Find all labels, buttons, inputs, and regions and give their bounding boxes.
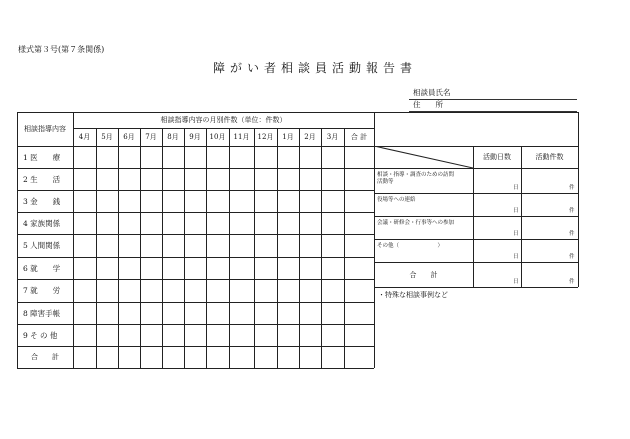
month-header: 3月 bbox=[326, 133, 339, 141]
month-column-rule bbox=[321, 128, 322, 368]
month-column-rule bbox=[140, 128, 141, 368]
category-row-label: 5 人間関係 bbox=[23, 241, 61, 250]
activity-row-rule bbox=[374, 216, 578, 217]
count-unit: 件 bbox=[569, 208, 575, 214]
category-column-rule bbox=[73, 112, 74, 368]
monthly-count-header: 相談指導内容の月別件数（単位：件数） bbox=[160, 116, 287, 124]
row-rule bbox=[17, 190, 374, 191]
total-row-label: 合 計 bbox=[31, 353, 59, 361]
month-header: 12月 bbox=[257, 133, 274, 141]
month-column-rule bbox=[229, 128, 230, 368]
table-border-bottom bbox=[17, 368, 374, 369]
month-column-rule bbox=[206, 128, 207, 368]
days-unit: 日 bbox=[513, 208, 519, 214]
address-field[interactable] bbox=[409, 99, 577, 112]
activity-row-rule bbox=[374, 193, 578, 194]
days-unit: 日 bbox=[513, 279, 519, 285]
category-row-label: 8 障害手帳 bbox=[23, 308, 61, 318]
count-unit: 件 bbox=[569, 254, 575, 260]
row-rule bbox=[17, 279, 374, 280]
row-rule bbox=[17, 234, 374, 235]
month-column-rule bbox=[96, 128, 97, 368]
activity-row-rule bbox=[374, 287, 578, 288]
month-column-rule bbox=[184, 128, 185, 368]
page-title: 障がい者相談員活動報告書 bbox=[212, 61, 417, 75]
month-header: 8月 bbox=[167, 133, 179, 141]
days-unit: 日 bbox=[513, 231, 519, 237]
table-border-left bbox=[17, 112, 18, 368]
month-column-rule bbox=[254, 128, 255, 368]
category-header: 相談指導内容 bbox=[24, 125, 66, 133]
row-rule bbox=[17, 257, 374, 258]
month-header: 7月 bbox=[145, 133, 157, 141]
category-row-label: 1 医 療 bbox=[23, 152, 61, 162]
count-unit: 件 bbox=[569, 185, 575, 191]
activity-row-rule bbox=[374, 239, 578, 240]
days-unit: 日 bbox=[513, 254, 519, 260]
month-column-rule bbox=[277, 128, 278, 368]
category-row-label: 4 家族関係 bbox=[23, 218, 61, 228]
diagonal-header-line bbox=[374, 146, 473, 168]
category-row-label: 2 生 活 bbox=[23, 174, 61, 184]
category-row-label: 9 そ の 他 bbox=[23, 330, 58, 340]
activity-row-label: 相談・指導・調査のための訪問活動等 bbox=[377, 172, 455, 185]
activity-row-label: その他（ ） bbox=[377, 243, 444, 249]
month-header: 9月 bbox=[189, 133, 201, 141]
activity-row-label: 役場等への連絡 bbox=[377, 197, 416, 203]
month-header: 11月 bbox=[233, 133, 250, 141]
month-header: 4月 bbox=[78, 133, 91, 141]
row-rule bbox=[17, 168, 374, 169]
activity-total-label: 合 計 bbox=[409, 270, 438, 279]
month-header: 2月 bbox=[304, 133, 316, 141]
address-label: 住 所 bbox=[413, 100, 443, 109]
days-unit: 日 bbox=[513, 185, 519, 191]
activity-count-header: 活動件数 bbox=[535, 153, 564, 161]
special-cases-note: ・特殊な相談事例など bbox=[378, 291, 448, 299]
category-row-label: 6 就 学 bbox=[23, 263, 61, 273]
row-rule bbox=[17, 212, 374, 213]
category-row-label: 7 就 労 bbox=[23, 286, 61, 295]
month-header: 6月 bbox=[123, 133, 135, 141]
month-header: 5月 bbox=[101, 133, 113, 141]
row-rule bbox=[17, 324, 374, 325]
count-unit: 件 bbox=[569, 279, 575, 285]
category-row-label: 3 金 銭 bbox=[23, 196, 61, 206]
activity-row-rule bbox=[374, 168, 578, 169]
table-border-right bbox=[578, 112, 579, 287]
month-header: 合 計 bbox=[350, 133, 368, 141]
month-column-rule bbox=[344, 128, 345, 368]
row-rule bbox=[17, 302, 374, 303]
activity-row-label: 会議・研修会・行事等への参加 bbox=[377, 220, 455, 226]
month-header: 1月 bbox=[282, 133, 294, 141]
count-unit: 件 bbox=[569, 231, 575, 237]
month-column-rule bbox=[118, 128, 119, 368]
counselor-name-label: 相談員氏名 bbox=[413, 88, 451, 97]
month-header: 10月 bbox=[209, 133, 226, 141]
month-column-rule bbox=[299, 128, 300, 368]
activity-days-header: 活動日数 bbox=[483, 153, 511, 161]
month-column-rule bbox=[162, 128, 163, 368]
form-number: 様式第３号(第７条関係) bbox=[18, 45, 105, 54]
